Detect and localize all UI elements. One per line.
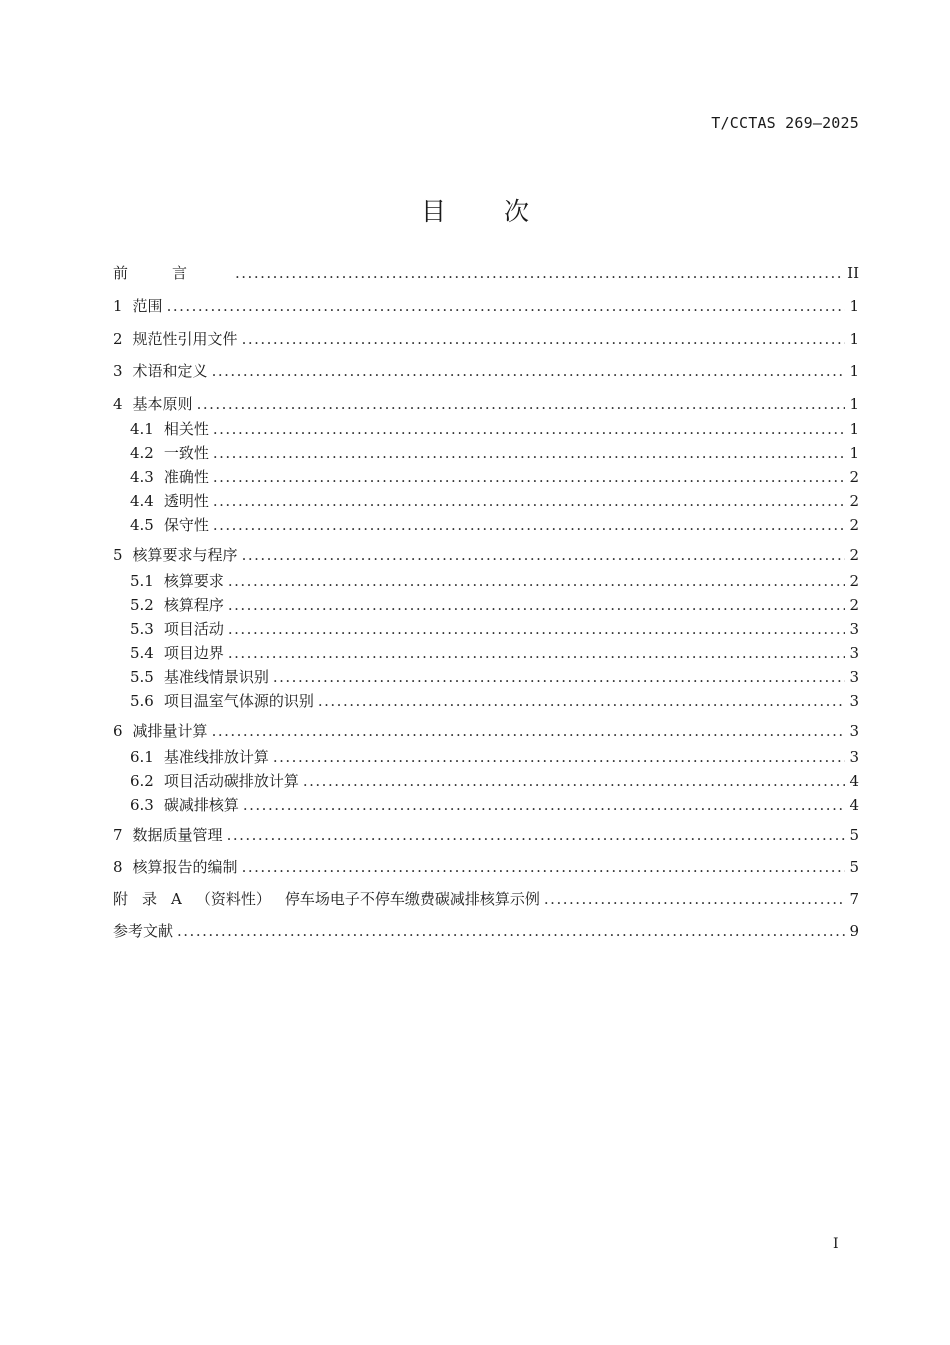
toc-entry-number: 4.4: [130, 492, 154, 510]
document-code: T/CCTAS 269—2025: [711, 114, 859, 132]
dot-leader: [212, 362, 846, 380]
toc-entry-label: 前言: [113, 264, 232, 282]
toc-entry-number: 6.2: [130, 772, 154, 790]
toc-entry-number: 1: [113, 297, 123, 315]
toc-entry-section-5-1[interactable]: [113, 570, 859, 591]
toc-entry-page: II: [847, 264, 859, 282]
toc-entry-section-6-3[interactable]: [113, 794, 859, 815]
toc-entry-page: 2: [849, 596, 859, 614]
toc-entry-label: 透明性: [163, 492, 209, 510]
toc-entry-number: 6.1: [130, 748, 154, 766]
toc-entry-number: 5.2: [130, 596, 154, 614]
toc-entry-number: 3: [113, 362, 123, 380]
toc-entry-page: 1: [849, 444, 859, 462]
toc-entry-section-4-5[interactable]: [113, 514, 859, 535]
toc-entry-label: 减排量计算: [132, 722, 208, 740]
dot-leader: [242, 858, 846, 876]
toc-entry-page: 7: [849, 890, 859, 908]
toc-entry-label: 相关性: [163, 420, 209, 438]
toc-entry-section-2[interactable]: [113, 328, 859, 349]
toc-entry-label: 项目温室气体源的识别: [163, 692, 314, 710]
toc-entry-page: 5: [849, 858, 859, 876]
toc-entry-number: 4: [113, 395, 123, 413]
toc-entry-section-6[interactable]: [113, 720, 859, 741]
toc-entry-section-5-2[interactable]: [113, 594, 859, 615]
toc-entry-page: 9: [849, 922, 859, 940]
dot-leader: [213, 420, 846, 438]
toc-entry-number: 4.3: [130, 468, 154, 486]
dot-leader: [228, 572, 846, 590]
toc-entry-page: 2: [849, 572, 859, 590]
toc-entry-section-4-1[interactable]: [113, 418, 859, 439]
dot-leader: [227, 826, 846, 844]
toc-entry-number: 4.1: [130, 420, 154, 438]
dot-leader: [303, 772, 846, 790]
toc-entry-page: 1: [849, 395, 859, 413]
dot-leader: [242, 330, 846, 348]
dot-leader: [243, 796, 846, 814]
toc-entry-section-4[interactable]: [113, 393, 859, 414]
toc-entry-page: 3: [849, 620, 859, 638]
toc-entry-number: 4.2: [130, 444, 154, 462]
toc-entry-section-6-1[interactable]: [113, 746, 859, 767]
dot-leader: [273, 668, 846, 686]
toc-entry-number: 5.3: [130, 620, 154, 638]
toc-entry-number: 6.3: [130, 796, 154, 814]
dot-leader: [212, 722, 846, 740]
toc-entry-number: 6: [113, 722, 123, 740]
toc-entry-label: 术语和定义: [132, 362, 208, 380]
toc-entry-page: 1: [849, 330, 859, 348]
toc-entry-section-4-2[interactable]: [113, 442, 859, 463]
toc-entry-page: 3: [849, 692, 859, 710]
toc-entry-section-7[interactable]: [113, 824, 859, 845]
toc-entry-label: 项目活动碳排放计算: [163, 772, 299, 790]
dot-leader: [544, 890, 846, 908]
toc-entry-label: 核算报告的编制: [132, 858, 238, 876]
toc-entry-preface[interactable]: [113, 262, 859, 283]
toc-entry-label: 范围: [132, 297, 163, 315]
toc-entry-label: 参考文献: [113, 922, 174, 940]
toc-entry-number: 8: [113, 858, 123, 876]
toc-entry-section-5[interactable]: [113, 544, 859, 565]
toc-entry-label: 基本原则: [132, 395, 193, 413]
dot-leader: [213, 468, 846, 486]
toc-entry-page: 1: [849, 420, 859, 438]
toc-entry-number: 5.5: [130, 668, 154, 686]
appendix-word: 录: [142, 890, 158, 908]
toc-entry-section-5-6[interactable]: [113, 690, 859, 711]
toc-entry-label: 基准线情景识别: [163, 668, 269, 686]
toc-entry-number: 5: [113, 546, 123, 564]
toc-entry-section-5-3[interactable]: [113, 618, 859, 639]
toc-entry-number: 5.1: [130, 572, 154, 590]
dot-leader: [197, 395, 846, 413]
toc-entry-number: 5.4: [130, 644, 154, 662]
appendix-kind: （资料性）: [195, 890, 271, 908]
toc-entry-page: 2: [849, 492, 859, 510]
toc-entry-label: 核算要求: [163, 572, 224, 590]
dot-leader: [228, 620, 846, 638]
toc-entry-label: 碳减排核算: [163, 796, 239, 814]
toc-entry-page: 1: [849, 362, 859, 380]
dot-leader: [228, 644, 846, 662]
dot-leader: [213, 492, 846, 510]
dot-leader: [242, 546, 846, 564]
dot-leader: [213, 516, 846, 534]
toc-entry-page: 1: [849, 297, 859, 315]
toc-entry-section-4-3[interactable]: [113, 466, 859, 487]
toc-entry-page: 2: [849, 468, 859, 486]
toc-entry-label: 数据质量管理: [132, 826, 223, 844]
toc-entry-page: 3: [849, 722, 859, 740]
toc-entry-label: 核算要求与程序: [132, 546, 238, 564]
toc-entry-label: 项目边界: [163, 644, 224, 662]
dot-leader: [273, 748, 846, 766]
toc-entry-label: 准确性: [163, 468, 209, 486]
toc-entry-label: 核算程序: [163, 596, 224, 614]
appendix-letter: A: [171, 890, 182, 908]
toc-entry-appendix-a[interactable]: [113, 888, 859, 909]
toc-entry-number: 5.6: [130, 692, 154, 710]
toc-entry-number: 7: [113, 826, 123, 844]
toc-entry-section-8[interactable]: [113, 856, 859, 877]
toc-entry-label: 规范性引用文件: [132, 330, 238, 348]
dot-leader: [167, 297, 846, 315]
toc-entry-label: 项目活动: [163, 620, 224, 638]
toc-entry-label: 基准线排放计算: [163, 748, 269, 766]
toc-entry-page: 3: [849, 748, 859, 766]
toc-entry-section-6-2[interactable]: [113, 770, 859, 791]
toc-entry-number: 4.5: [130, 516, 154, 534]
dot-leader: [213, 444, 846, 462]
toc-entry-page: 3: [849, 644, 859, 662]
toc-entry-references[interactable]: [113, 920, 859, 941]
toc-entry-label: 停车场电子不停车缴费碳减排核算示例: [284, 890, 540, 908]
toc-entry-section-5-5[interactable]: [113, 666, 859, 687]
toc-entry-page: 2: [849, 516, 859, 534]
page-number: I: [833, 1236, 839, 1252]
toc-entry-page: 4: [849, 772, 859, 790]
toc-entry-label: 保守性: [163, 516, 209, 534]
dot-leader: [235, 264, 843, 282]
appendix-prefix: 附: [113, 890, 129, 908]
toc-entry-number: 2: [113, 330, 123, 348]
dot-leader: [177, 922, 845, 940]
toc-entry-section-1[interactable]: [113, 295, 859, 316]
toc-entry-page: 5: [849, 826, 859, 844]
toc-entry-section-3[interactable]: [113, 360, 859, 381]
dot-leader: [318, 692, 846, 710]
toc-entry-page: 2: [849, 546, 859, 564]
toc-entry-page: 3: [849, 668, 859, 686]
page-title: 目次: [420, 197, 587, 226]
toc-entry-section-4-4[interactable]: [113, 490, 859, 511]
dot-leader: [228, 596, 846, 614]
toc-entry-section-5-4[interactable]: [113, 642, 859, 663]
toc-entry-page: 4: [849, 796, 859, 814]
toc-entry-label: 一致性: [163, 444, 209, 462]
